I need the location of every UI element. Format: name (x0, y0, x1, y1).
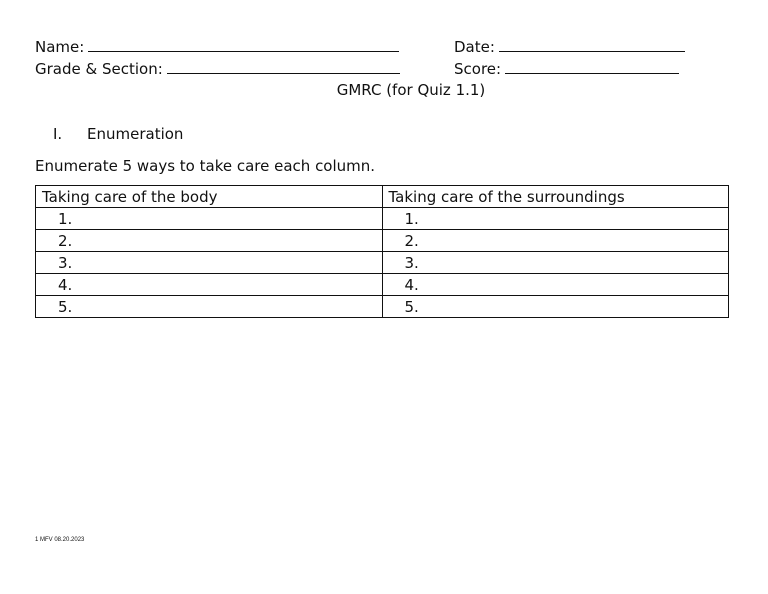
body-answer-cell[interactable]: 3. (36, 252, 383, 274)
body-answer-cell[interactable]: 2. (36, 230, 383, 252)
name-blank-line[interactable] (88, 37, 399, 52)
column-header-surroundings: Taking care of the surroundings (382, 186, 729, 208)
table-row (36, 252, 729, 274)
date-field-row (454, 37, 685, 56)
grade-section-field-row (35, 59, 400, 78)
page-footer: 1 MFV 08.20.2023 (35, 537, 85, 543)
table-row (36, 230, 729, 252)
name-field-row (35, 37, 399, 56)
date-blank-line[interactable] (499, 37, 685, 52)
body-answer-cell[interactable]: 5. (36, 296, 383, 318)
table-header-row (36, 186, 729, 208)
section-heading-text: Enumeration (87, 125, 184, 143)
table-row (36, 296, 729, 318)
score-label: Score: (454, 60, 502, 78)
surroundings-answer-cell[interactable]: 3. (382, 252, 729, 274)
section-heading (53, 125, 183, 143)
instruction-text: Enumerate 5 ways to take care each column. (35, 157, 376, 175)
name-label: Name: (35, 38, 85, 56)
score-blank-line[interactable] (505, 59, 679, 74)
section-number: I. (53, 125, 63, 143)
date-label: Date: (454, 38, 495, 56)
surroundings-answer-cell[interactable]: 1. (382, 208, 729, 230)
table-row (36, 274, 729, 296)
column-header-body: Taking care of the body (36, 186, 383, 208)
grade-section-label: Grade & Section: (35, 60, 163, 78)
quiz-title: GMRC (for Quiz 1.1) (336, 81, 486, 99)
table-row (36, 208, 729, 230)
surroundings-answer-cell[interactable]: 4. (382, 274, 729, 296)
enumeration-table (35, 185, 729, 318)
grade-section-blank-line[interactable] (167, 59, 400, 74)
score-field-row (454, 59, 679, 78)
body-answer-cell[interactable]: 1. (36, 208, 383, 230)
surroundings-answer-cell[interactable]: 5. (382, 296, 729, 318)
body-answer-cell[interactable]: 4. (36, 274, 383, 296)
surroundings-answer-cell[interactable]: 2. (382, 230, 729, 252)
